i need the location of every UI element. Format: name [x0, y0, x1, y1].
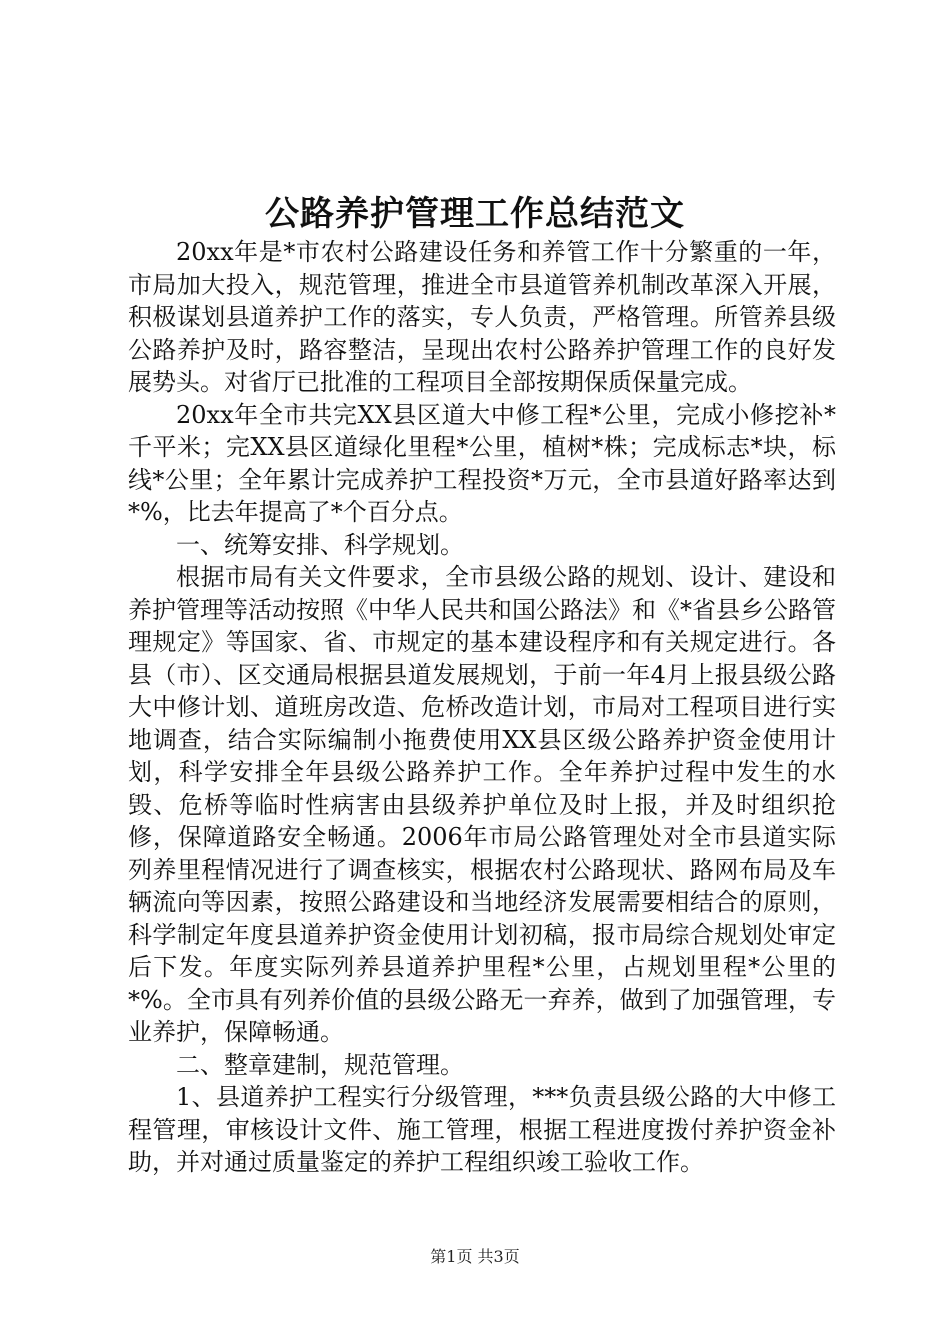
section-heading-2: 二、整章建制，规范管理。 [176, 1050, 464, 1079]
paragraph-management: 1、县道养护工程实行分级管理，***负责县级公路的大中修工程管理，审核设计文件、施工管理，根据工程进度拨付养护资金补助，并对通过质量鉴定的养护工程组织竣工验收工作。 [128, 1083, 836, 1176]
page-footer: 第1页 共3页 [430, 1247, 520, 1266]
paragraph-statistics: 20xx年全市共完XX县区道大中修工程*公里，完成小修挖补*千平米；完XX县区道绿化里程*公里，植树*株；完成标志*块，标线*公里；全年累计完成养护工程投资*万元，全市县道好路率达到*%，比去年提高了*个百分点。 [128, 400, 836, 526]
paragraph-planning: 根据市局有关文件要求，全市县级公路的规划、设计、建设和养护管理等活动按照《中华人民共和国公路法》和《*省县乡公路管理规定》等国家、省、市规定的基本建设程序和有关规定进行。各县（市）、区交通局根据县道发展规划，于前一年4月上报县级公路大中修计划、道班房改造、危桥改造计划，市局对工程项目进行实地调查，结合实际编制小拖费使用XX县区级公路养护资金使用计划，科学安排全年县级公路养护工作。全年养护过程中发生的水毁、危桥等临时性病害由县级养护单位及时上报，并及时组织抢修，保障道路安全畅通。2006年市局公路管理处对全市县道实际列养里程情况进行了调查核实，根据农村公路现状、路网布局及车辆流向等因素，按照公路建设和当地经济发展需要相结合的原则，科学制定年度县道养护资金使用计划初稿，报市局综合规划处审定后下发。年度实际列养县道养护里程*公里，占规划里程*公里的*%。全市具有列养价值的县级公路无一弃养，做到了加强管理，专业养护，保障畅通。 [128, 563, 836, 1046]
document-body [128, 236, 836, 1179]
document-title: 公路养护管理工作总结范文 [265, 194, 685, 234]
section-heading-1: 一、统筹安排、科学规划。 [176, 530, 464, 559]
paragraph-intro: 20xx年是*市农村公路建设任务和养管工作十分繁重的一年，市局加大投入，规范管理，推进全市县道管养机制改革深入开展，积极谋划县道养护工作的落实，专人负责，严格管理。所管养县级公路养护及时，路容整洁，呈现出农村公路养护管理工作的良好发展势头。对省厅已批准的工程项目全部按期保质保量完成。 [128, 238, 836, 396]
